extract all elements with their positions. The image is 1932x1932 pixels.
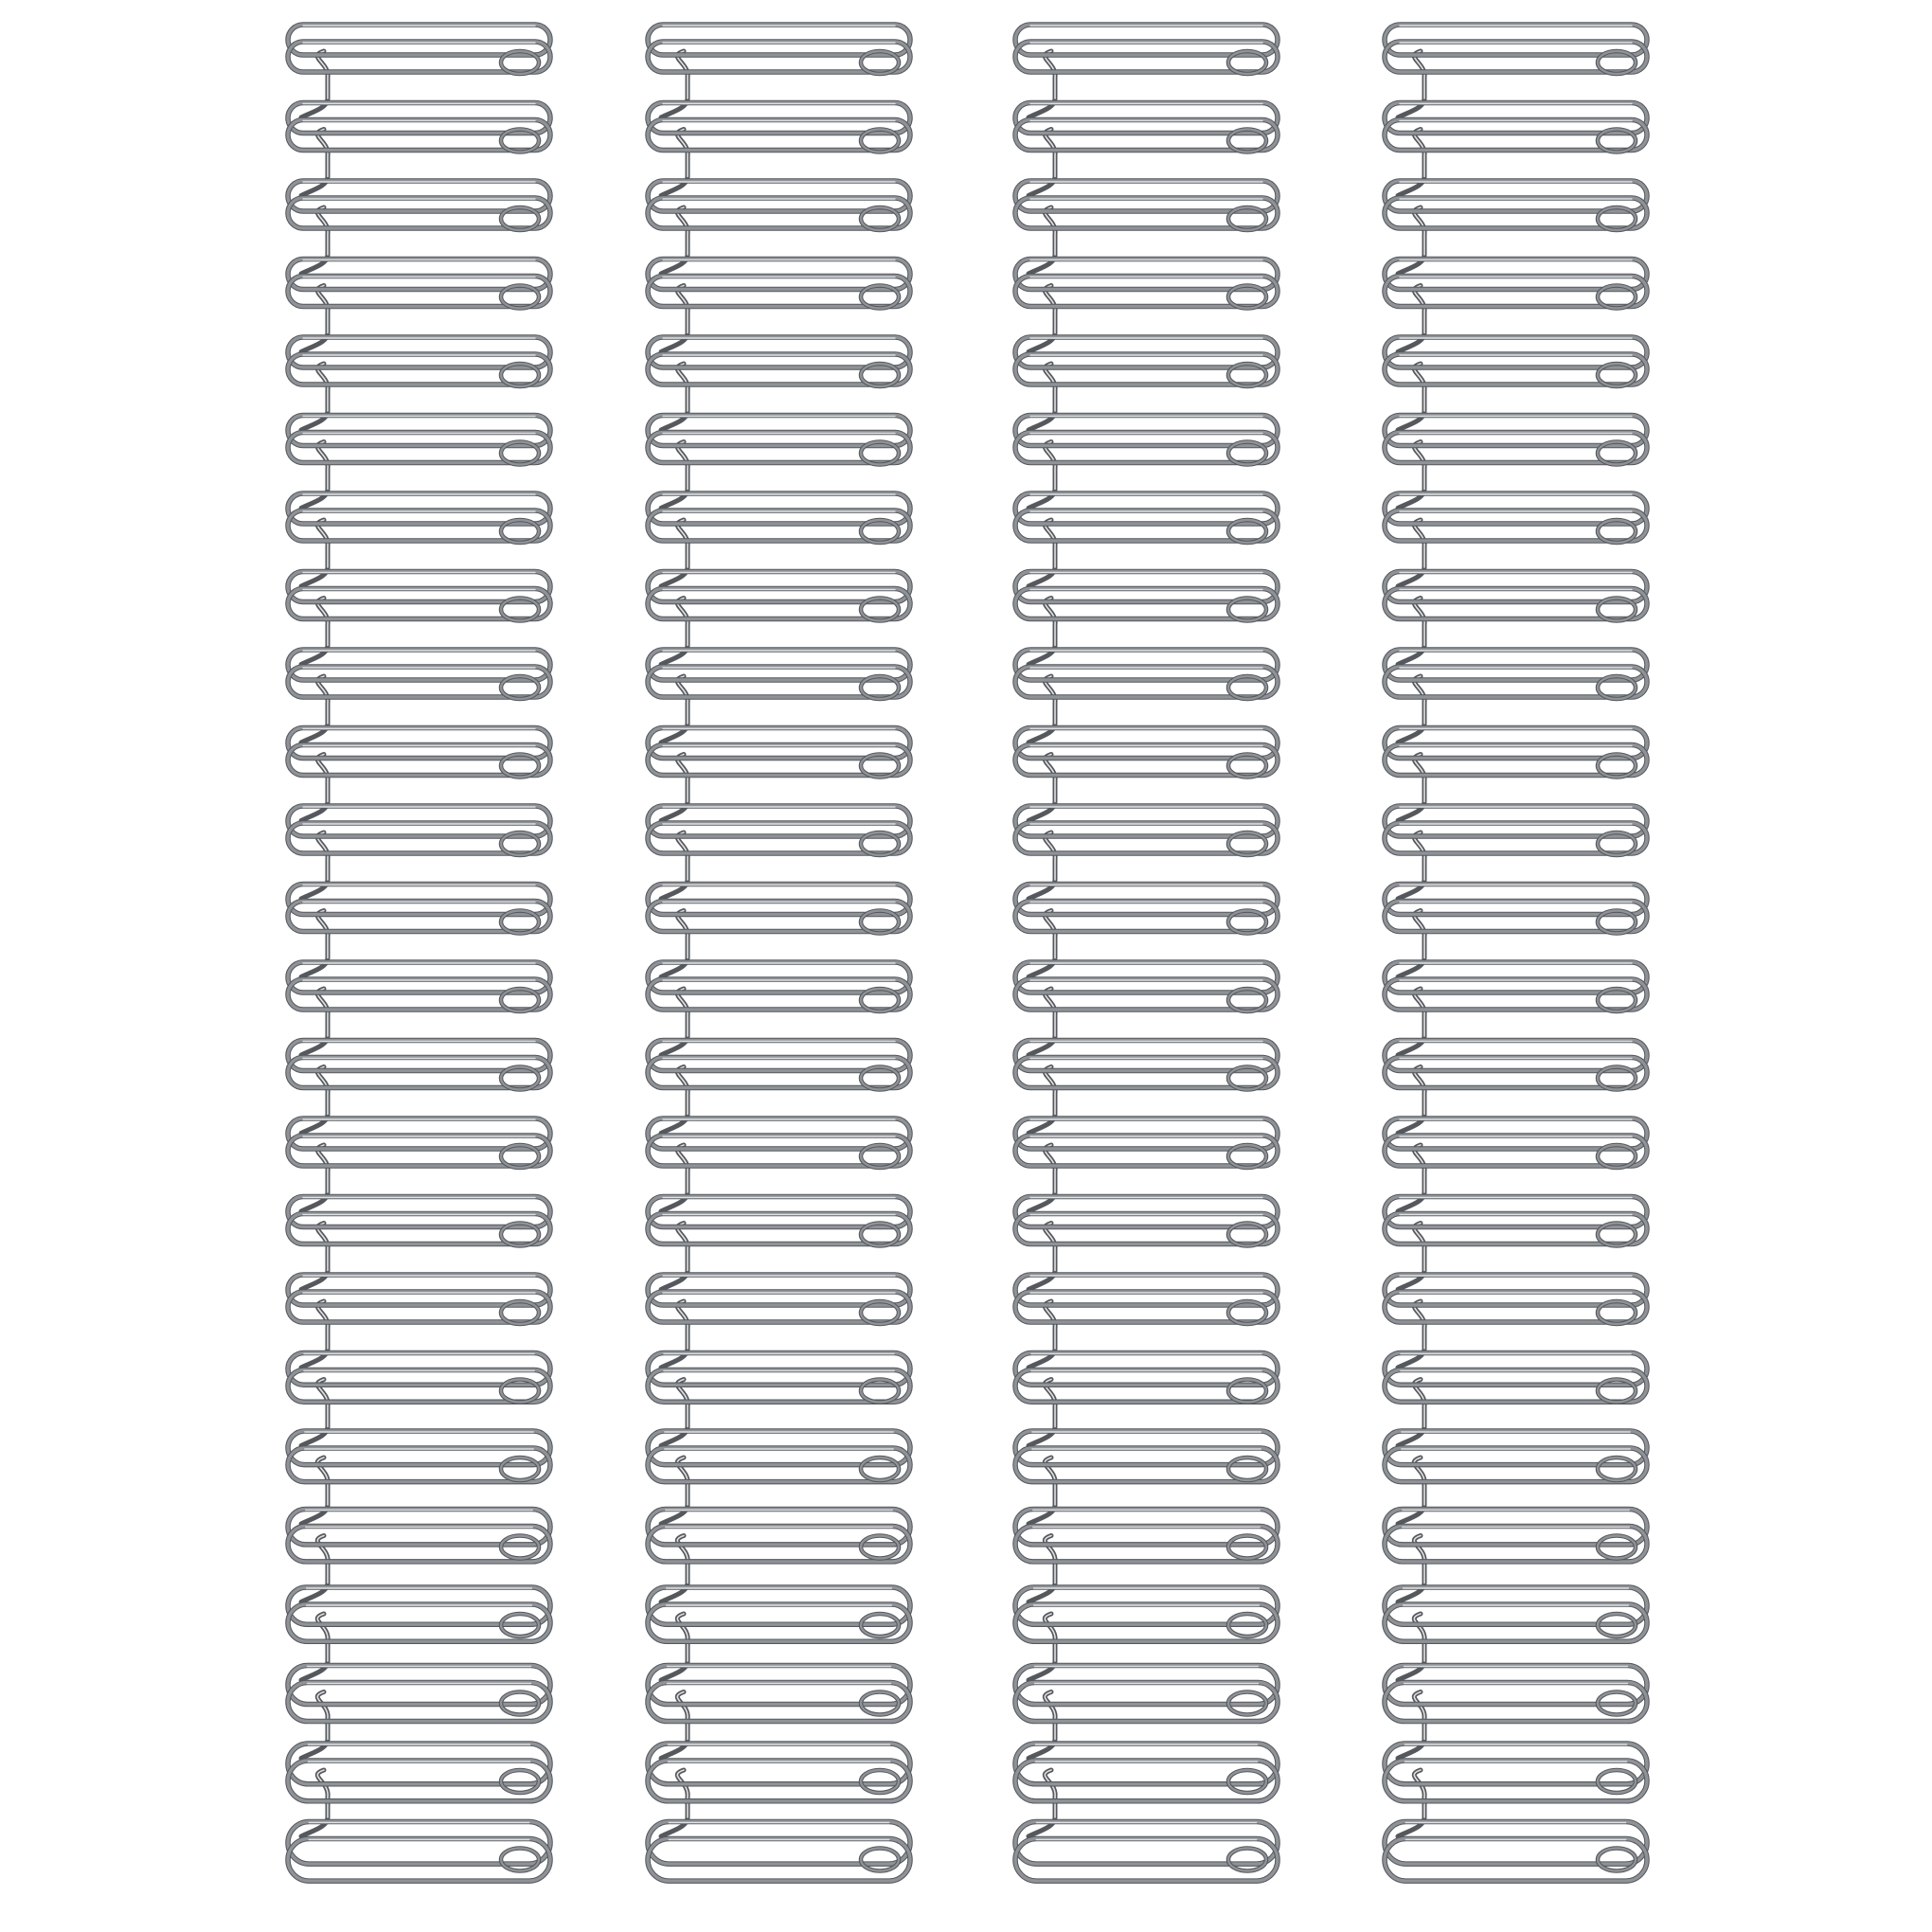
wire-connector bbox=[301, 1224, 328, 1290]
wire-connector bbox=[1398, 1458, 1424, 1524]
wire-connector bbox=[661, 364, 688, 430]
wire-connector bbox=[661, 1458, 688, 1524]
wire-loop bbox=[288, 1822, 550, 1882]
wire-connector bbox=[661, 911, 688, 977]
wire-connector bbox=[661, 1224, 688, 1290]
wire-connector bbox=[1029, 989, 1055, 1055]
wire-connector bbox=[301, 51, 328, 117]
wire-connector bbox=[301, 130, 328, 196]
wire-connector bbox=[1029, 599, 1055, 665]
wire-connector bbox=[661, 1301, 688, 1368]
wire-connector bbox=[301, 1067, 328, 1134]
wire-ring bbox=[1015, 1839, 1278, 1882]
wire-ring bbox=[1015, 1822, 1278, 1865]
wire-connector bbox=[661, 1067, 688, 1134]
wire-connector bbox=[1398, 207, 1424, 274]
wire-connector bbox=[1029, 207, 1055, 274]
wire-ring-body bbox=[288, 1839, 550, 1882]
wire-spine bbox=[1385, 25, 1647, 1881]
wire-ring bbox=[648, 1822, 910, 1865]
wire-ring-body bbox=[648, 1744, 910, 1784]
wire-connector bbox=[1029, 1301, 1055, 1368]
wire-tip-body bbox=[501, 1849, 539, 1871]
wire-connector bbox=[1398, 676, 1424, 742]
wire-connector bbox=[1398, 1145, 1424, 1211]
wire-spine bbox=[648, 25, 910, 1881]
wire-ring bbox=[288, 1839, 550, 1882]
wire-ring-body bbox=[1015, 1839, 1278, 1882]
wire-connector bbox=[1029, 286, 1055, 352]
wire-connector bbox=[301, 364, 328, 430]
wire-loop bbox=[648, 1822, 910, 1882]
wire-tip-body bbox=[1228, 1849, 1266, 1871]
wire-connector bbox=[661, 676, 688, 742]
wire-ring bbox=[648, 1839, 910, 1882]
wire-connector bbox=[301, 1380, 328, 1446]
wire-ring bbox=[648, 1744, 910, 1784]
wire-connector bbox=[1029, 911, 1055, 977]
wire-connector bbox=[301, 755, 328, 821]
wire-tip-body bbox=[861, 1849, 899, 1871]
wire-tip-body bbox=[1598, 1458, 1636, 1480]
wire-connector bbox=[1029, 130, 1055, 196]
wire-connector bbox=[1029, 1145, 1055, 1211]
wire-connector bbox=[661, 130, 688, 196]
wire-ring-body bbox=[1385, 1744, 1647, 1784]
wire-connector bbox=[1398, 1224, 1424, 1290]
wire-connector bbox=[1029, 755, 1055, 821]
wire-loop bbox=[1385, 1822, 1647, 1882]
wire-connector bbox=[1398, 51, 1424, 117]
wire-connector bbox=[1398, 755, 1424, 821]
wire-connector bbox=[1398, 599, 1424, 665]
wire-connector bbox=[301, 989, 328, 1055]
wire-connector bbox=[1398, 1380, 1424, 1446]
wire-tip-body bbox=[861, 1458, 899, 1480]
wire-tip-body bbox=[501, 1458, 539, 1480]
wire-connector bbox=[301, 442, 328, 509]
wire-ring bbox=[288, 1744, 550, 1784]
wire-connector bbox=[301, 520, 328, 586]
wire-connector bbox=[1029, 520, 1055, 586]
wire-tip-body bbox=[1228, 1458, 1266, 1480]
wire-ring-body bbox=[1385, 1839, 1647, 1882]
wire-connector bbox=[301, 1301, 328, 1368]
wire-connector bbox=[1398, 832, 1424, 899]
wire-connector bbox=[661, 51, 688, 117]
wire-connector bbox=[1029, 364, 1055, 430]
wire-connector bbox=[301, 1145, 328, 1211]
wire-loop bbox=[1015, 1822, 1278, 1882]
wire-ring-body bbox=[1385, 1822, 1647, 1865]
wire-connector bbox=[661, 832, 688, 899]
wire-connector bbox=[661, 442, 688, 509]
wire-connector bbox=[1029, 676, 1055, 742]
wire-connector bbox=[301, 286, 328, 352]
wire-connector bbox=[661, 989, 688, 1055]
wire-ring bbox=[288, 1822, 550, 1865]
wire-connector bbox=[661, 599, 688, 665]
wire-connector bbox=[1398, 286, 1424, 352]
wire-connector bbox=[1029, 1067, 1055, 1134]
wire-spine bbox=[288, 25, 550, 1881]
wire-connector bbox=[661, 207, 688, 274]
wire-connector bbox=[301, 676, 328, 742]
wire-connector bbox=[1029, 1458, 1055, 1524]
wire-connector bbox=[1398, 442, 1424, 509]
wire-ring-body bbox=[648, 1839, 910, 1882]
wire-ring-body bbox=[1015, 1822, 1278, 1865]
wire-connector bbox=[1398, 130, 1424, 196]
wire-tip-body bbox=[1598, 1849, 1636, 1871]
wire-connector bbox=[1398, 911, 1424, 977]
wire-connector bbox=[661, 520, 688, 586]
wire-ring-body bbox=[288, 1744, 550, 1784]
wire-connector bbox=[1029, 832, 1055, 899]
wire-connector bbox=[1398, 364, 1424, 430]
wire-ring bbox=[1385, 1839, 1647, 1882]
wire-connector bbox=[301, 832, 328, 899]
wire-connector bbox=[1398, 1301, 1424, 1368]
wire-spine bbox=[1015, 25, 1278, 1881]
wire-connector bbox=[1398, 1067, 1424, 1134]
wire-connector bbox=[301, 1458, 328, 1524]
wire-ring-body bbox=[288, 1822, 550, 1865]
wire-connector bbox=[661, 1145, 688, 1211]
wire-connector bbox=[661, 286, 688, 352]
wire-connector bbox=[1398, 520, 1424, 586]
wire-connector bbox=[661, 755, 688, 821]
wire-connector bbox=[301, 599, 328, 665]
wire-connector bbox=[1029, 442, 1055, 509]
wire-connector bbox=[301, 911, 328, 977]
wire-connector bbox=[301, 207, 328, 274]
wire-ring-body bbox=[648, 1822, 910, 1865]
wire-ring bbox=[1385, 1822, 1647, 1865]
wire-connector bbox=[1029, 1380, 1055, 1446]
wire-connector bbox=[1398, 989, 1424, 1055]
wire-connector bbox=[661, 1380, 688, 1446]
wire-ring-body bbox=[1015, 1744, 1278, 1784]
wire-ring bbox=[1385, 1744, 1647, 1784]
wire-connector bbox=[1029, 1224, 1055, 1290]
wire-ring bbox=[1015, 1744, 1278, 1784]
wire-connector bbox=[1029, 51, 1055, 117]
